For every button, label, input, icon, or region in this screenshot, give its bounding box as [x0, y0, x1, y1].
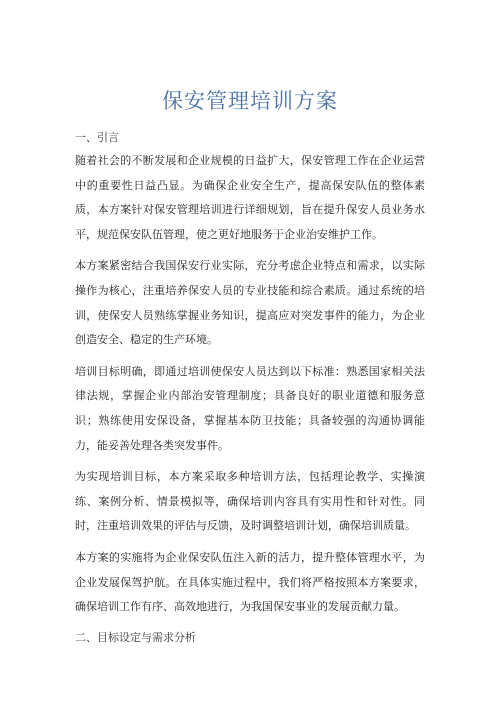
paragraph-introduction-5: 本方案的实施将为企业保安队伍注入新的活力，提升整体管理水平，为企业发展保驾护航。在具体实施过程中，我们将严格按照本方案要求，确保培训工作有序、高效地进行，为我国保安事业的发展贡献力量。	[75, 550, 425, 614]
document-title: 保安管理培训方案	[162, 89, 338, 113]
paragraph-introduction-3: 培训目标明确，即通过培训使保安人员达到以下标准：熟悉国家相关法律法规，掌握企业内部治安管理制度；具备良好的职业道德和服务意识；熟练使用安保设备，掌握基本防卫技能；具备较强的沟通协调能力，能妥善处理各类突发事件。	[75, 364, 425, 452]
section-heading-goals: 二、目标设定与需求分析	[75, 630, 196, 644]
paragraph-introduction-1: 随着社会的不断发展和企业规模的日益扩大，保安管理工作在企业运营中的重要性日益凸显。为确保企业安全生产，提高保安队伍的整体素质，本方案针对保安管理培训进行详细规划，旨在提升保安人员业务水平，规范保安队伍管理，使之更好地服务于企业治安维护工作。	[75, 154, 425, 241]
paragraph-introduction-4: 为实现培训目标，本方案采取多种培训方法，包括理论教学、实操演练、案例分析、情景模拟等，确保培训内容具有实用性和针对性。同时，注重培训效果的评估与反馈，及时调整培训计划，确保培训质量。	[75, 470, 425, 533]
section-heading-introduction: 一、引言	[75, 131, 119, 144]
paragraph-introduction-2: 本方案紧密结合我国保安行业实际，充分考虑企业特点和需求，以实际操作为核心，注重培养保安人员的专业技能和综合素质。通过系统的培训，使保安人员熟练掌握业务知识，提高应对突发事件的能力，为企业创造安全、稳定的生产环境。	[75, 259, 425, 347]
